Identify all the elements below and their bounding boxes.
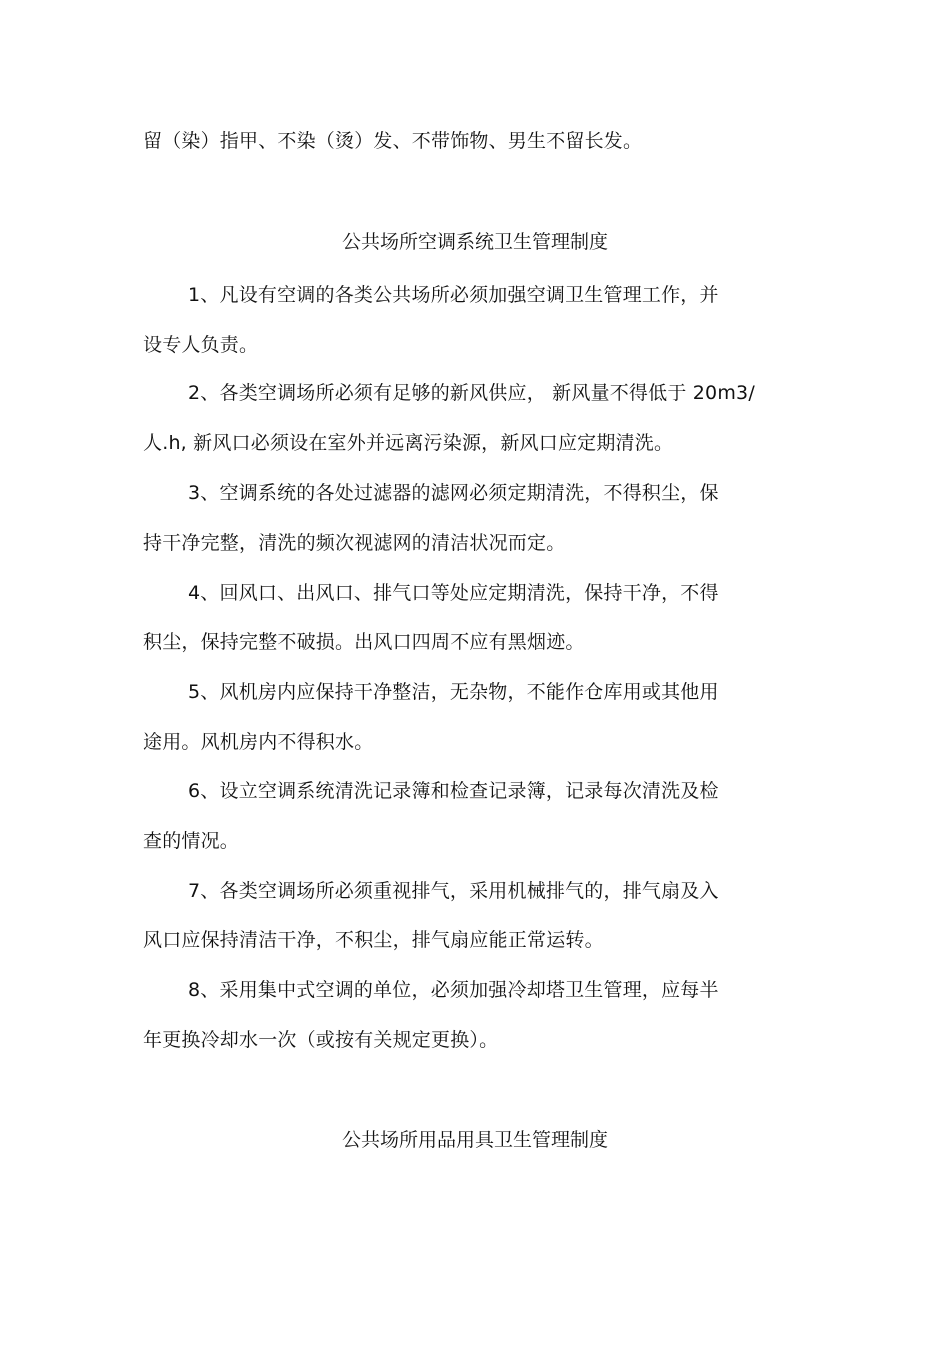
paragraph-line: 7、各类空调场所必须重视排气，采用机械排气的，排气扇及入 <box>188 880 719 902</box>
paragraph-line: 积尘，保持完整不破损。出风口四周不应有黑烟迹。 <box>143 631 585 653</box>
paragraph-line: 年更换冷却水一次（或按有关规定更换）。 <box>143 1029 499 1051</box>
paragraph-line: 1、凡设有空调的各类公共场所必须加强空调卫生管理工作，并 <box>188 284 719 306</box>
paragraph-line: 2、各类空调场所必须有足够的新风供应， 新风量不得低于 20m3/ <box>188 382 755 404</box>
paragraph-line: 设专人负责。 <box>143 334 259 356</box>
paragraph-line: 8、采用集中式空调的单位，必须加强冷却塔卫生管理，应每半 <box>188 979 719 1001</box>
paragraph-line: 查的情况。 <box>143 830 240 852</box>
paragraph-line: 持干净完整，清洗的频次视滤网的清洁状况而定。 <box>143 532 566 554</box>
paragraph-line: 4、回风口、出风口、排气口等处应定期清洗，保持干净，不得 <box>188 582 719 604</box>
section-title-supplies: 公共场所用品用具卫生管理制度 <box>341 1129 608 1151</box>
paragraph-line: 风口应保持清洁干净，不积尘，排气扇应能正常运转。 <box>143 929 604 951</box>
section-title-air-conditioning: 公共场所空调系统卫生管理制度 <box>341 231 608 253</box>
paragraph-line: 3、空调系统的各处过滤器的滤网必须定期清洗，不得积尘，保 <box>188 482 719 504</box>
paragraph-line: 6、设立空调系统清洗记录簿和检查记录簿，记录每次清洗及检 <box>188 780 719 802</box>
paragraph-line: 途用。风机房内不得积水。 <box>143 731 374 753</box>
paragraph-line: 人.h, 新风口必须设在室外并远离污染源，新风口应定期清洗。 <box>143 432 674 454</box>
intro-line: 留（染）指甲、不染（烫）发、不带饰物、男生不留长发。 <box>143 130 643 152</box>
paragraph-line: 5、风机房内应保持干净整洁，无杂物，不能作仓库用或其他用 <box>188 681 719 703</box>
